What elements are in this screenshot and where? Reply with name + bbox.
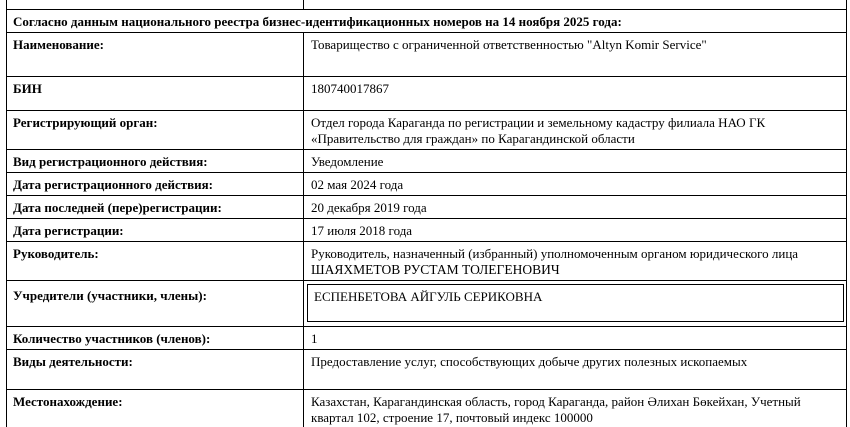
row-registration-action-date xyxy=(7,173,847,196)
registry-header: Согласно данным национального реестра бизнес-идентификационных номеров на 14 ноября 2025 года: xyxy=(7,10,847,33)
top-cut-row xyxy=(7,0,847,10)
registry-table xyxy=(6,0,847,427)
row-location xyxy=(7,390,847,427)
label-founders: Учредители (участники, члены): xyxy=(7,281,304,327)
row-members-count xyxy=(7,327,847,350)
value-location: Казахстан, Карагандинская область, город Караганда, район Әлихан Бөкейхан, Учетный квартал 102, строение 17, почтовый индекс 100000 xyxy=(304,390,847,427)
value-director xyxy=(304,242,847,281)
label-name: Наименование: xyxy=(7,33,304,77)
value-bin: 180740017867 xyxy=(304,77,847,111)
row-director xyxy=(7,242,847,281)
label-registration-action-date: Дата регистрационного действия: xyxy=(7,173,304,196)
table-header-row xyxy=(7,10,847,33)
row-last-reregistration-date xyxy=(7,196,847,219)
label-activities: Виды деятельности: xyxy=(7,350,304,390)
row-registration-action-type xyxy=(7,150,847,173)
row-registering-authority xyxy=(7,111,847,150)
value-members-count: 1 xyxy=(304,327,847,350)
director-name: ШАЯХМЕТОВ РУСТАМ ТОЛЕГЕНОВИЧ xyxy=(311,262,560,277)
label-bin: БИН xyxy=(7,77,304,111)
director-role: Руководитель, назначенный (избранный) уполномоченным органом юридического лица xyxy=(311,246,799,261)
label-registering-authority: Регистрирующий орган: xyxy=(7,111,304,150)
value-activities: Предоставление услуг, способствующих добыче других полезных ископаемых xyxy=(304,350,847,390)
label-registration-action-type: Вид регистрационного действия: xyxy=(7,150,304,173)
label-director: Руководитель: xyxy=(7,242,304,281)
label-members-count: Количество участников (членов): xyxy=(7,327,304,350)
value-name: Товарищество с ограниченной ответственностью "Altyn Komir Service" xyxy=(304,33,847,77)
row-registration-date xyxy=(7,219,847,242)
label-registration-date: Дата регистрации: xyxy=(7,219,304,242)
label-location: Местонахождение: xyxy=(7,390,304,427)
top-cut-cell-right xyxy=(304,0,847,10)
founder-name: ЕСПЕНБЕТОВА АЙГУЛЬ СЕРИКОВНА xyxy=(314,289,543,304)
value-last-reregistration-date: 20 декабря 2019 года xyxy=(304,196,847,219)
value-registration-action-type: Уведомление xyxy=(304,150,847,173)
row-activities xyxy=(7,350,847,390)
row-name xyxy=(7,33,847,77)
row-founders xyxy=(7,281,847,327)
row-bin xyxy=(7,77,847,111)
value-registering-authority: Отдел города Караганда по регистрации и земельному кадастру филиала НАО ГК «Правительство для граждан» по Карагандинской области xyxy=(304,111,847,150)
label-last-reregistration-date: Дата последней (пере)регистрации: xyxy=(7,196,304,219)
founders-inner-table xyxy=(307,284,844,322)
value-founders-cell xyxy=(304,281,847,327)
top-cut-cell-left xyxy=(7,0,304,10)
value-registration-action-date: 02 мая 2024 года xyxy=(304,173,847,196)
value-registration-date: 17 июля 2018 года xyxy=(304,219,847,242)
